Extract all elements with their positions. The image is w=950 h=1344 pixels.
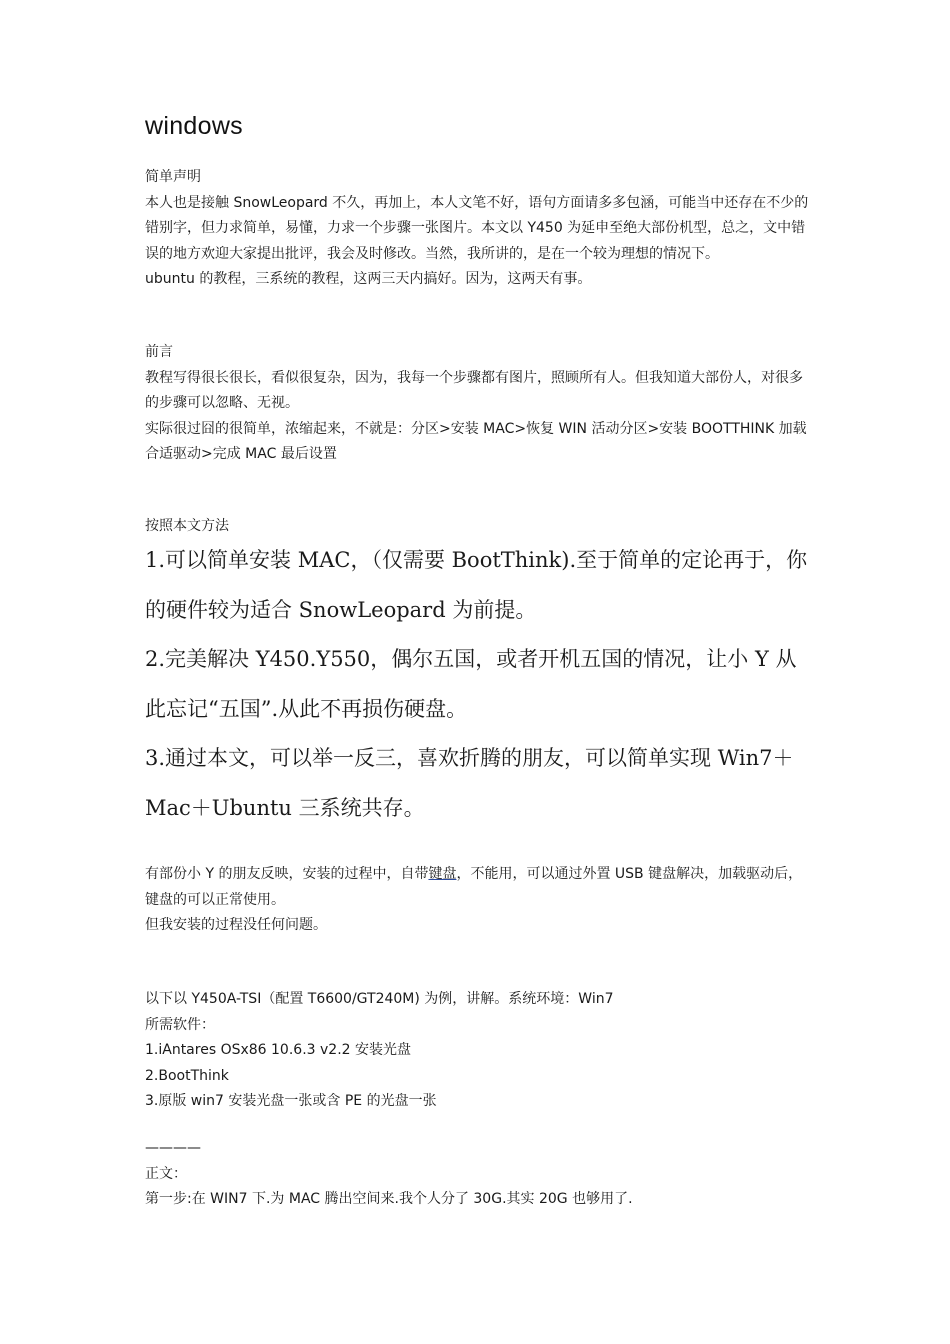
paragraph: 本人也是接触 SnowLeopard 不久，再加上，本人文笔不好，语句方面请多多包涵，可能当中还存在不少的错别字，但力求简单，易懂，力求一个步骤一张图片。本文以 Y450 为延申至绝大部份机型，总之，文中错误的地方欢迎大家提出批评，我会及时修改。当然，我所讲的，是在一个较为理想的情况下。 (145, 194, 809, 262)
section-software (145, 987, 815, 1115)
section-statement (145, 165, 815, 293)
paragraph (145, 862, 815, 913)
divider: ———— (145, 1140, 201, 1156)
list-item: 3.原版 win7 安装光盘一张或含 PE 的光盘一张 (145, 1093, 437, 1109)
keyboard-link[interactable]: 键盘 (428, 866, 457, 882)
list-item: 2.完美解决 Y450.Y550，偶尔五国，或者开机五国的情况，让小 Y 从此忘记“五国”.从此不再损伤硬盘。 (145, 647, 797, 721)
text-run: 有部份小 Y 的朋友反映，安装的过程中，自带 (145, 866, 429, 882)
list-item: 1.可以简单安装 MAC，（仅需要 BootThink).至于简单的定论再于，你的硬件较为适合 SnowLeopard 为前提。 (145, 548, 808, 622)
section-heading: 前言 (145, 344, 173, 360)
text-run: ，不能用，可以通过外置 USB 键盘解决，加载驱动后，键盘的可以正常使用。 (145, 866, 803, 908)
section-heading: 简单声明 (145, 169, 201, 185)
section-heading: 按照本文方法 (145, 518, 229, 534)
list-item: 3.通过本文，可以举一反三，喜欢折腾的朋友，可以简单实现 Win7＋Mac＋Ubuntu 三系统共存。 (145, 746, 794, 820)
section-heading: 正文： (145, 1165, 187, 1182)
doc-title: windows (145, 112, 243, 140)
section-body (145, 1136, 815, 1213)
section-preface (145, 340, 815, 468)
paragraph: 以下以 Y450A-TSI（配置 T6600/GT240M) 为例，讲解。系统环境：Win7 (145, 991, 614, 1007)
paragraph: 教程写得很长很长，看似很复杂，因为，我每一个步骤都有图片，照顾所有人。但我知道大部份人，对很多的步骤可以忽略、无视。 (145, 369, 803, 411)
list-item: 1.iAntares OSx86 10.6.3 v2.2 安装光盘 (145, 1042, 412, 1058)
list-item: 2.BootThink (145, 1067, 229, 1084)
paragraph: 所需软件： (145, 1016, 215, 1033)
paragraph: 但我安装的过程没任何问题。 (145, 917, 327, 933)
section-note (145, 862, 815, 939)
paragraph: 第一步:在 WIN7 下.为 MAC 腾出空间来.我个人分了 30G.其实 20G 也够用了. (145, 1191, 633, 1207)
paragraph: ubuntu 的教程，三系统的教程，这两三天内搞好。因为，这两天有事。 (145, 271, 592, 287)
paragraph: 实际很过囧的很简单，浓缩起来，不就是：分区>安装 MAC>恢复 WIN 活动分区>安装 BOOTTHINK 加载合适驱动>完成 MAC 最后设置 (145, 420, 807, 462)
method-list (145, 536, 815, 833)
